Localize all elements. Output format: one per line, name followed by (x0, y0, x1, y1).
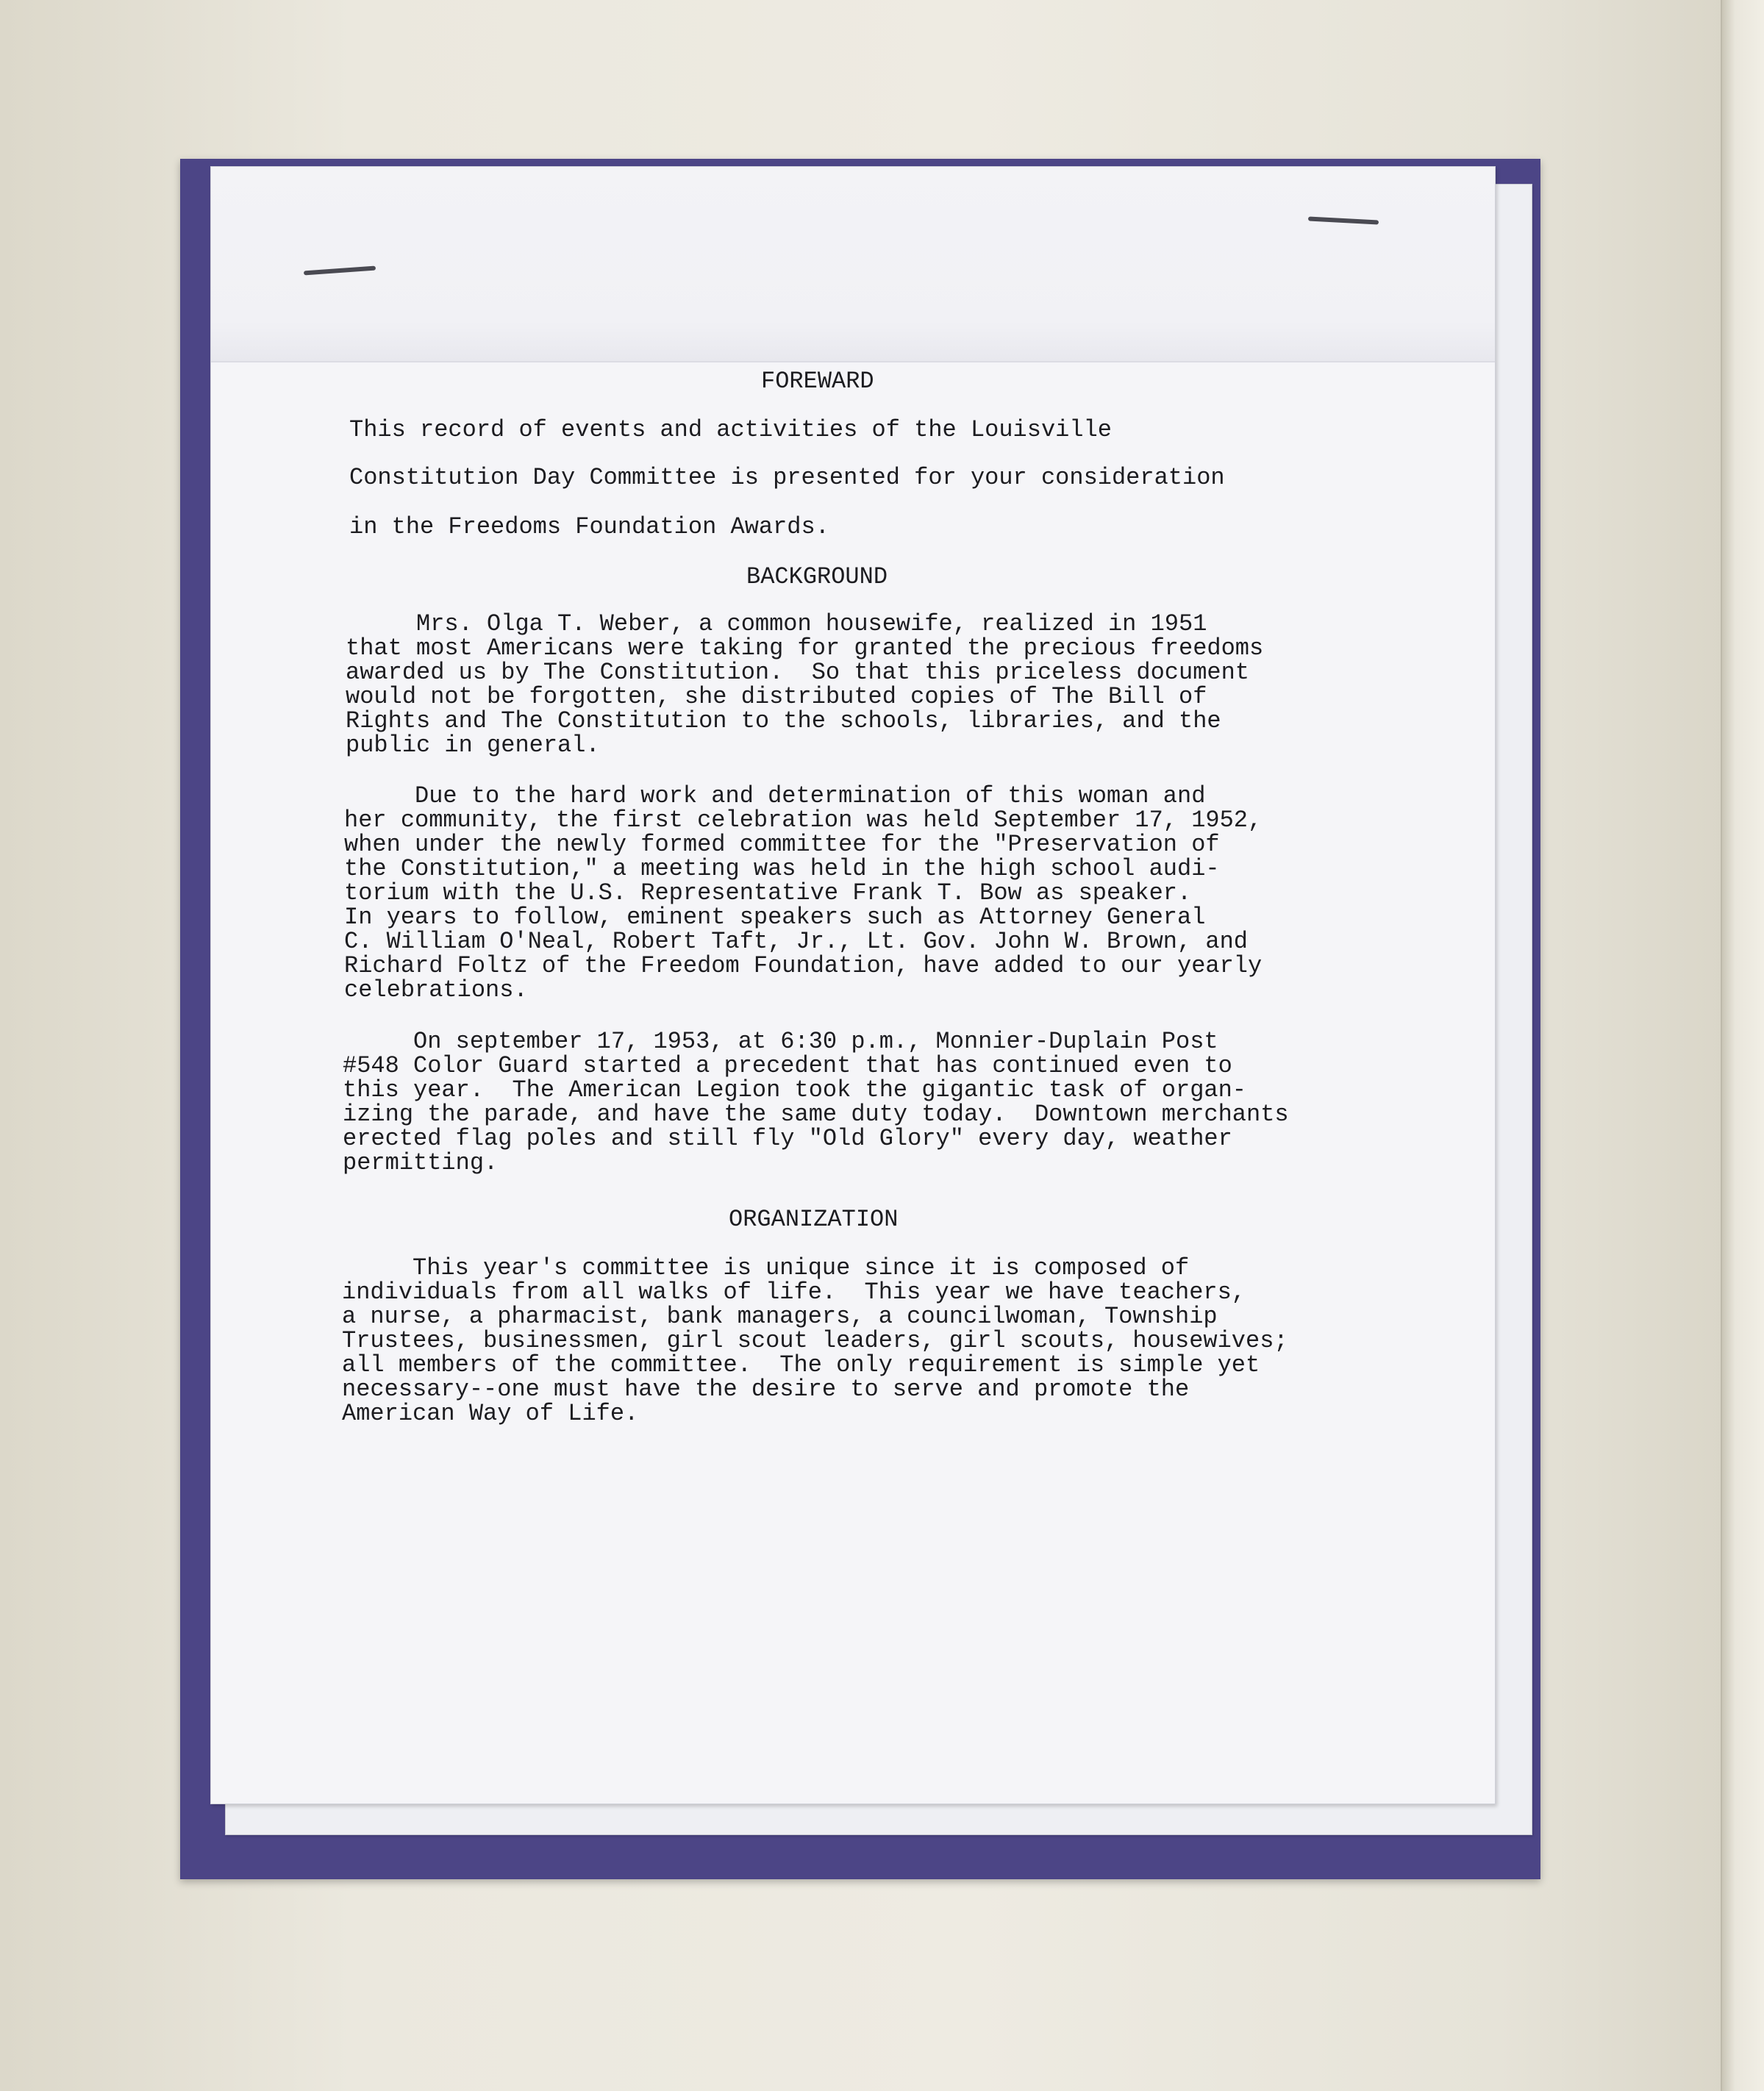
folded-top-band (211, 167, 1495, 362)
background-paragraph: On september 17, 1953, at 6:30 p.m., Monnier-Duplain Post #548 Color Guard started a precedent that has continued even to this year. The American Legion took the gigantic task of organ- izing the parade, and have the same duty today. Downtown merchants erected flag poles and still fly "Old Glory" every day, weather permitting. (343, 1028, 1289, 1176)
foreward-line: in the Freedoms Foundation Awards. (349, 513, 829, 540)
background-paragraph: Due to the hard work and determination of this woman and her community, the first celebration was held September 17, 1952, when under the newly formed committee for the "Preservation of the Constitution," a meeting was held in the high school audi- torium with the U.S. Representative Frank T. Bow as speaker. In years to follow, eminent speakers such as Attorney General C. William O'Neal, Robert Taft, Jr., Lt. Gov. John W. Brown, and Richard Foltz of the Freedom Foundation, have added to our yearly celebrations. (344, 782, 1263, 1004)
background-paragraph: Mrs. Olga T. Weber, a common housewife, realized in 1951 that most Americans were taking for granted the precious freedoms awarded us by The Constitution. So that this priceless document would not be forgotten, she distributed copies of The Bill of Rights and The Constitution to the schools, libraries, and the public in general. (346, 610, 1264, 759)
heading-foreward: FOREWARD (761, 368, 874, 395)
binder-edge (1721, 0, 1764, 2091)
heading-organization: ORGANIZATION (729, 1206, 899, 1233)
foreward-line: This record of events and activities of the Louisville (349, 416, 1112, 443)
heading-background: BACKGROUND (746, 563, 888, 590)
organization-paragraph: This year's committee is unique since it is composed of individuals from all walks of life. This year we have teachers, a nurse, a pharmacist, bank managers, a councilwoman, Township Trustees, businessmen, girl scout leaders, girl scouts, housewives; all members of the committee. The only requirement is simple yet necessary--one must have the desire to serve and promote the American Way of Life. (342, 1254, 1288, 1427)
foreward-line: Constitution Day Committee is presented for your consideration (349, 464, 1225, 491)
